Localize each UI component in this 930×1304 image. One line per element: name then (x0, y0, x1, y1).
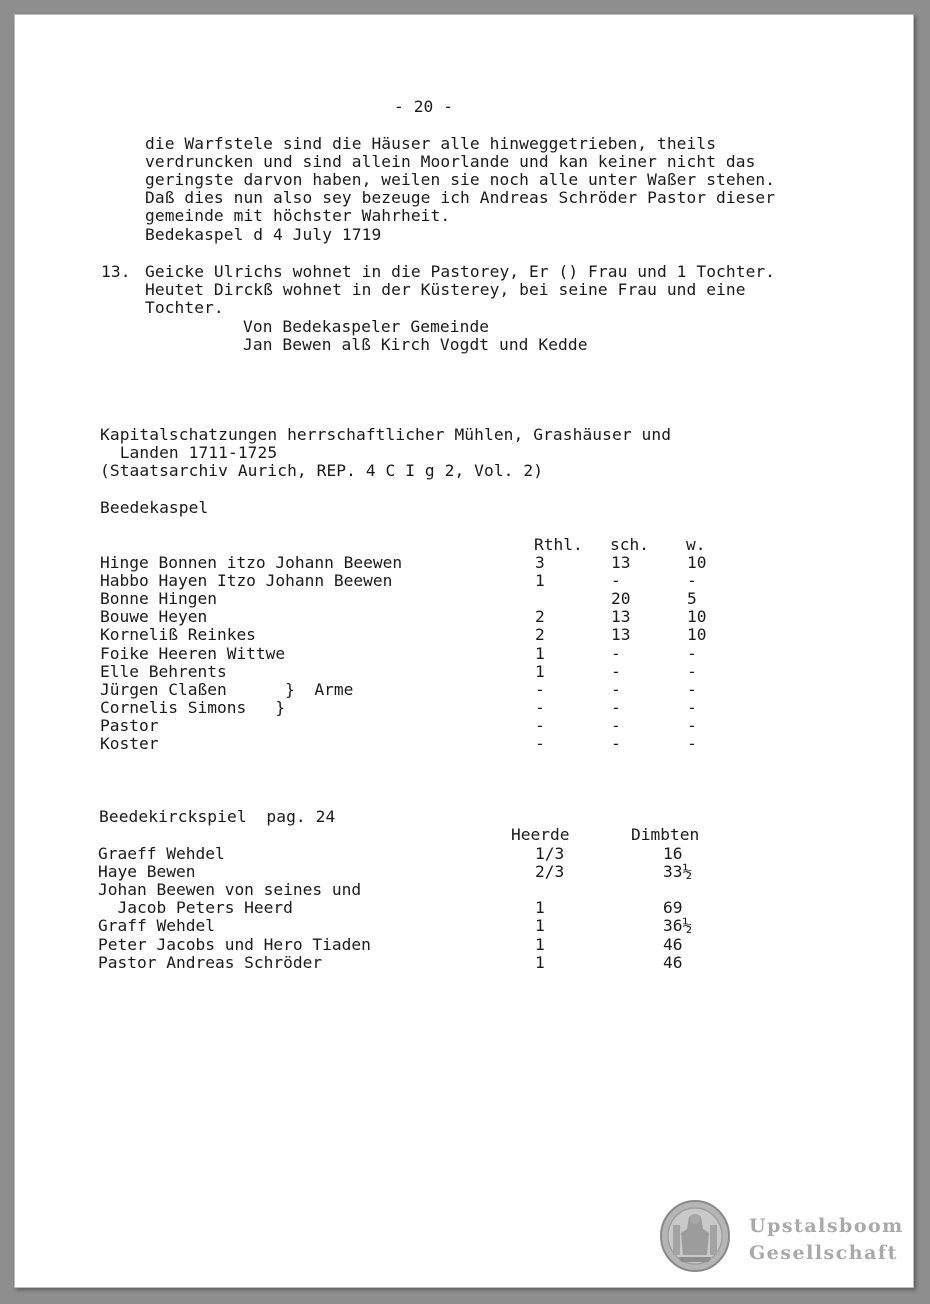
row-w: - (687, 571, 697, 591)
document-page (14, 14, 914, 1288)
row-name: Peter Jacobs und Hero Tiaden (98, 934, 371, 954)
item-number: 13. (101, 262, 131, 281)
row-rthl: 2 (535, 625, 545, 645)
row-dimbten: 16 (663, 844, 683, 863)
row-heerde: 1 (535, 916, 545, 936)
row-sch: 13 (611, 553, 631, 572)
row-w: - (687, 697, 697, 717)
row-sch: - (611, 734, 621, 753)
column-header-heerde: Heerde (511, 825, 570, 844)
row-name: Cornelis Simons } (100, 697, 286, 717)
row-name: Hinge Bonnen itzo Johann Beewen (100, 553, 403, 572)
row-heerde: 2/3 (535, 862, 565, 882)
row-heerde: 1 (535, 952, 545, 972)
text-line: verdruncken und sind allein Moorlande und kan keiner nicht das (145, 152, 756, 171)
text-line: Daß dies nun also sey bezeuge ich Andreas Schröder Pastor dieser (145, 188, 776, 207)
row-w: - (687, 715, 697, 735)
row-rthl: 1 (535, 571, 545, 591)
row-dimbten: 69 (663, 898, 683, 918)
signature-line: Jan Bewen alß Kirch Vogdt und Kedde (243, 335, 588, 354)
row-rthl: - (535, 734, 545, 753)
row-sch: - (611, 697, 621, 717)
signature-line: Von Bedekaspeler Gemeinde (243, 317, 490, 336)
logo-text-line2: Gesellschaft (749, 1242, 898, 1264)
row-sch: - (611, 571, 621, 591)
row-name: Bouwe Heyen (100, 607, 208, 627)
row-name: Koster (100, 734, 159, 753)
column-header-w: w. (686, 535, 706, 554)
row-w: 10 (687, 625, 707, 645)
row-rthl: 1 (535, 643, 545, 663)
section-heading: Landen 1711-1725 (100, 443, 278, 462)
row-name: Jürgen Claßen } Arme (100, 679, 354, 699)
row-name: Foike Heeren Wittwe (100, 643, 286, 663)
row-name: Korneliß Reinkes (100, 625, 256, 645)
row-name: Elle Behrents (100, 661, 227, 681)
row-rthl: - (535, 715, 545, 735)
column-header-rthl: Rthl. (534, 535, 583, 554)
column-header-dimbten: Dimbten (631, 825, 700, 844)
row-sch: 20 (611, 589, 631, 609)
row-name: Haye Bewen (98, 862, 196, 882)
text-line: die Warfstele sind die Häuser alle hinweggetrieben, theils (145, 134, 717, 153)
logo-text-line1: Upstalsboom (749, 1215, 904, 1237)
row-w: - (687, 661, 697, 681)
row-rthl: 1 (535, 661, 545, 681)
row-name: Johan Beewen von seines und (98, 880, 362, 900)
row-w: 10 (687, 553, 707, 572)
row-sch: - (611, 679, 621, 699)
row-sch: 13 (611, 625, 631, 645)
page-number: - 20 - (394, 97, 454, 116)
column-header-sch: sch. (610, 535, 649, 554)
row-rthl: 2 (535, 607, 545, 627)
row-dimbten: 46 (663, 952, 683, 972)
row-heerde: 1/3 (535, 844, 565, 863)
text-line: Tochter. (145, 298, 224, 317)
row-heerde: 1 (535, 898, 545, 918)
row-dimbten: 46 (663, 934, 683, 954)
row-name: Pastor Andreas Schröder (98, 952, 323, 972)
row-sch: - (611, 643, 621, 663)
row-name: Habbo Hayen Itzo Johann Beewen (100, 571, 393, 591)
row-w: - (687, 643, 697, 663)
row-dimbten: 33½ (663, 862, 693, 882)
section-heading: Kapitalschatzungen herrschaftlicher Mühlen, Grashäuser und (100, 425, 672, 444)
text-line: Bedekaspel d 4 July 1719 (145, 225, 382, 244)
text-line: Geicke Ulrichs wohnet in die Pastorey, Er () Frau und 1 Tochter. (145, 262, 776, 281)
row-w: 5 (687, 589, 697, 609)
text-line: Heutet Dirckß wohnet in der Küsterey, bei seine Frau und eine (145, 280, 746, 299)
row-w: - (687, 734, 697, 753)
row-name: Bonne Hingen (100, 589, 217, 609)
section-heading: Beedekirckspiel pag. 24 (99, 807, 336, 826)
row-name: Jacob Peters Heerd (98, 898, 293, 918)
row-w: 10 (687, 607, 707, 627)
subheading: Beedekaspel (100, 498, 209, 517)
row-rthl: 3 (535, 553, 545, 572)
section-heading: (Staatsarchiv Aurich, REP. 4 C I g 2, Vol. 2) (100, 461, 544, 480)
row-name: Pastor (100, 715, 159, 735)
row-sch: - (611, 715, 621, 735)
row-rthl: - (535, 697, 545, 717)
text-line: geringste darvon haben, weilen sie noch alle unter Waßer stehen. (145, 170, 776, 189)
row-heerde: 1 (535, 934, 545, 954)
row-dimbten: 36½ (663, 916, 693, 936)
row-sch: 13 (611, 607, 631, 627)
seal-icon (659, 1199, 731, 1273)
row-w: - (687, 679, 697, 699)
row-sch: - (611, 661, 621, 681)
row-rthl: - (535, 679, 545, 699)
row-name: Graeff Wehdel (98, 844, 225, 863)
text-line: gemeinde mit höchster Wahrheit. (145, 206, 451, 225)
row-name: Graff Wehdel (98, 916, 215, 936)
